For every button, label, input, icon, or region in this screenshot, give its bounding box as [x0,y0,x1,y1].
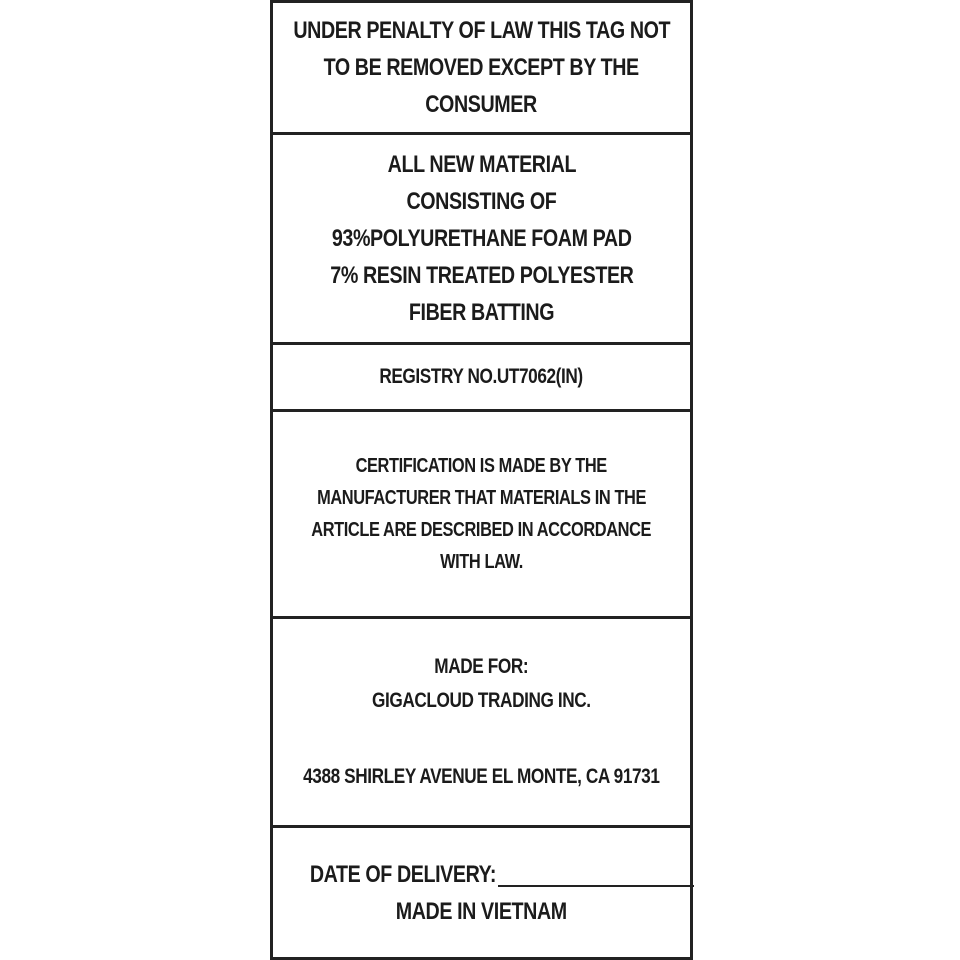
certification-section [273,412,690,616]
certification-line: MANUFACTURER THAT MATERIALS IN THE [317,487,646,509]
certification-line: ARTICLE ARE DESCRIBED IN ACCORDANCE [311,519,652,541]
warning-section [273,3,690,132]
warning-line: TO BE REMOVED EXCEPT BY THE [323,54,640,81]
delivery-row [269,856,694,893]
material-section [273,135,690,342]
warning-line: CONSUMER [425,91,538,118]
certification-line: CERTIFICATION IS MADE BY THE [355,455,608,477]
country-of-origin: MADE IN VIETNAM [396,897,567,925]
warning-line: UNDER PENALTY OF LAW THIS TAG NOT [293,17,670,44]
certification-line: WITH LAW. [440,551,523,573]
delivery-date-blank [498,885,694,887]
law-tag [270,0,693,960]
delivery-label: DATE OF DELIVERY: [309,860,497,888]
material-line: ALL NEW MATERIAL [387,151,576,178]
registry-section [273,345,690,409]
delivery-section [273,828,690,957]
made-for-label: MADE FOR: [434,655,529,678]
made-for-section [273,619,690,825]
material-line: CONSISTING OF [406,188,557,215]
registry-number: REGISTRY NO.UT7062(IN) [379,365,584,388]
material-line: FIBER BATTING [408,299,555,326]
company-address: 4388 SHIRLEY AVENUE EL MONTE, CA 91731 [303,765,660,788]
material-line: 93%POLYURETHANE FOAM PAD [331,225,632,252]
material-line: 7% RESIN TREATED POLYESTER [329,262,634,289]
company-name: GIGACLOUD TRADING INC. [372,689,591,712]
